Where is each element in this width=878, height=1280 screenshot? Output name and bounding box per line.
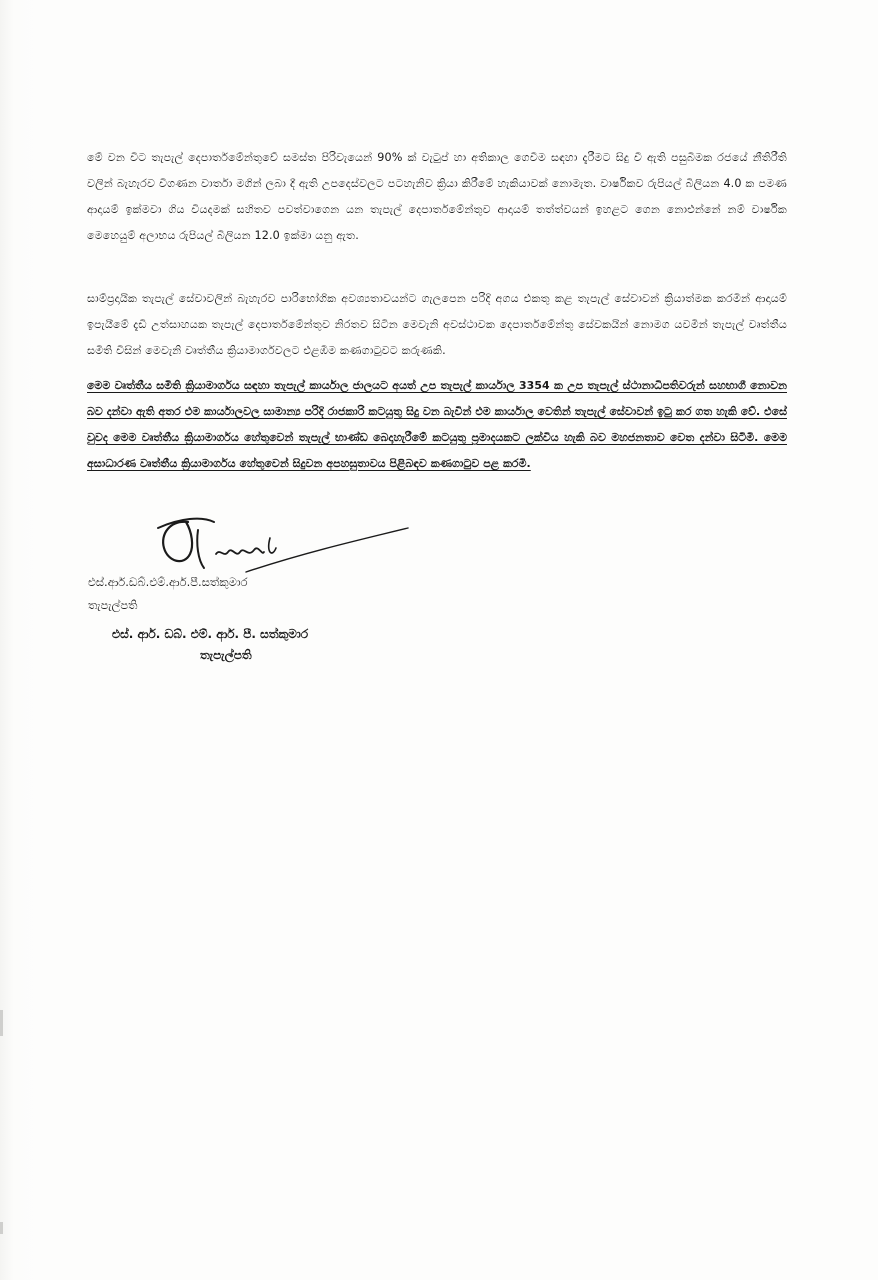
- handwritten-signature: [150, 508, 420, 578]
- paragraph-public-notice: මෙම වෘත්තීය සමිති ක්‍රියාමාර්ගය සඳහා තැපැල් කාර්යාල ජාලයට අයත් උප තැපැල් කාර්යාල 3354 ක උප තැපැල් ස්ථානාධිපතිවරුන් සහභාගී නොවන බව දන්වා ඇති අතර එම කාර්යාලවල සාමාන්‍ය පරිදි රාජකාරි කටයුතු සිදු වන බැවින් එම කාර්යාල වෙතින් තැපැල් සේවාවන් ඉටු කර ගත හැකි වේ. එසේ වුවද මෙම වෘත්තීය ක්‍රියාමාර්ගය හේතුවෙන් තැපැල් භාණ්ඩ බෙදාහැරීමේ කටයුතු ප්‍රමාදයකට ලක්විය හැකි බව මහජනතාව වෙත දන්වා සිටිමි. මෙම අසාධාරණ වෘත්තීය ක්‍රියාමාර්ගය හේතුවෙන් සිදුවන අපහසුතාවය පිළිබඳව කණගාටුව පළ කරමි.: [87, 379, 787, 470]
- signatory-name-stamp: එස්. ආර්. ඩබ්. එම්. ආර්. පී. සත්කුමාර: [112, 627, 309, 641]
- signatory-title-handwritten: තැපැල්පති: [88, 598, 138, 612]
- paragraph-union-action: සාම්ප්‍රදායික තැපැල් සේවාවලින් බැහැරව පාරිභෝගික අවශ්‍යතාවයන්ට ගැලපෙන පරිදි අගය එකතු කළ තැපැල් සේවාවන් ක්‍රියාත්මක කරමින් ආදායම් ඉපැයීමේ දැඩි උත්සාහයක තැපැල් දෙපාර්තමේන්තුව නිරතව සිටින මෙවැනි අවස්ථාවක දෙපාර්තමේන්තු සේවකයින් නොමග යවමින් තැපැල් වෘත්තීය සමිති විසින් මෙවැනි වෘත්තීය ක්‍රියාමාර්ගවලට එළඹීම කණගාටුවට කරුණකි.: [87, 292, 787, 357]
- signatory-title-stamp: තැපැල්පති: [200, 648, 252, 662]
- scan-edge-mark: [0, 1010, 3, 1036]
- scan-edge-mark: [0, 1222, 3, 1234]
- paragraph-cost-situation: මේ වන විට තැපැල් දෙපාර්තමේන්තුවේ සමස්ත පිරිවැයෙන් 90% ක් වැටුප් හා අතිකාල ගෙවීම සඳහා දැරීමට සිදු වී ඇති පසුබිමක රජයේ නීතිරීති වලින් බැහැරව විගණන වාර්තා මගින් ලබා දී ඇති උපදෙස්වලට පටහැනිව ක්‍රියා කිරීමේ හැකියාවක් නොමැත. වාර්ෂිකව රුපියල් බිලියන 4.0 ක පමණ ආදායම් ඉක්මවා ගිය වියදමක් සහිතව පවත්වාගෙන යන තැපැල් දෙපාර්තමේන්තුව ආදායම් තත්ත්වයන් ඉහළට ගෙන නොඑන්නේ නම් වාර්ෂික මෙහෙයුම් අලාභය රුපියල් බිලියන 12.0 ඉක්මා යනු ඇත.: [87, 151, 787, 242]
- signatory-name-handwritten: එස්.ආර්.ඩබ්.එම්.ආර්.පී.සත්කුමාර: [88, 575, 248, 589]
